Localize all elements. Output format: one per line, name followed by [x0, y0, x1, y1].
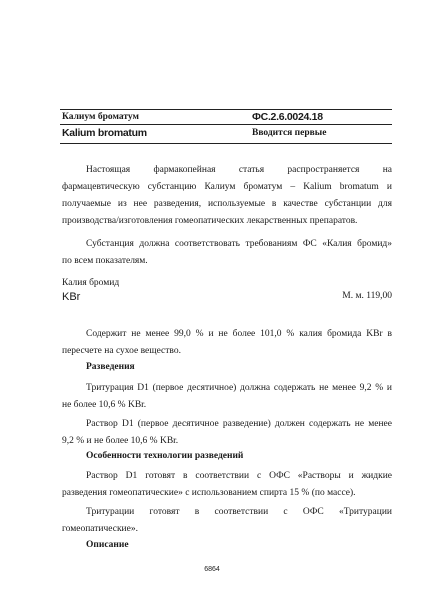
text-line: Содержит не менее 99,0 % и не более 101,0 % калия бромида KBr в [86, 329, 392, 339]
text-line: получаемые из нее разведения, используемые в качестве субстанции для [62, 199, 392, 209]
dilutions-paragraph-2 [62, 416, 392, 450]
header-rule-middle [60, 124, 392, 125]
technology-paragraph-2 [62, 504, 392, 538]
text-line: разведения гомеопатические» с использованием спирта 15 % (по массе). [62, 488, 356, 498]
header-status: Вводится первые [252, 128, 327, 138]
text-line: не более 10,6 % KBr. [62, 400, 147, 410]
text-line: Настоящая фармакопейная статья распространяется на [86, 165, 392, 175]
dilutions-paragraph-1 [62, 380, 392, 414]
section-heading-description: Описание [86, 540, 129, 550]
text-line: производства/изготовления гомеопатических лекарственных препаратов. [62, 216, 358, 226]
text-line: Тритурация D1 (первое десятичное) должна содержать не менее 9,2 % и [86, 383, 392, 393]
header-rule-bottom [60, 143, 392, 144]
text-line: Раствор D1 готовят в соответствии с ОФС «Растворы и жидкие [86, 471, 392, 481]
intro-paragraph-1 [62, 162, 392, 230]
text-line: Тритурации готовят в соответствии с ОФС «Тритурации [86, 507, 392, 517]
section-heading-dilutions: Разведения [86, 362, 135, 372]
text-line: 9,2 % и не более 10,6 % KBr. [62, 436, 179, 446]
header-code: ФС.2.6.0024.18 [252, 111, 323, 123]
molar-mass: М. м. 119,00 [342, 291, 392, 301]
text-line: пересчете на сухое вещество. [62, 346, 181, 356]
technology-paragraph-1 [62, 468, 392, 502]
text-line: Субстанция должна соответствовать требованиям ФС «Калия бромид» [86, 239, 392, 249]
intro-paragraph-2 [62, 236, 392, 270]
header-rule-top [60, 109, 392, 110]
content-paragraph [62, 326, 392, 360]
section-heading-technology: Особенности технологии разведений [86, 451, 244, 461]
page-number: 6864 [204, 566, 220, 573]
header-title-lat: Kalium bromatum [62, 127, 147, 139]
text-line: гомеопатические». [62, 524, 138, 534]
text-line: Раствор D1 (первое десятичное разведение) должен содержать не менее [86, 419, 392, 429]
substance-name: Калия бромид [62, 278, 120, 288]
text-line: по всем показателям. [62, 256, 148, 266]
text-line: фармацевтическую субстанцию Калиум броматум – Kalium bromatum и [62, 182, 392, 192]
header-title-ru: Калиум броматум [62, 112, 140, 122]
chemical-formula: KBr [62, 291, 81, 303]
